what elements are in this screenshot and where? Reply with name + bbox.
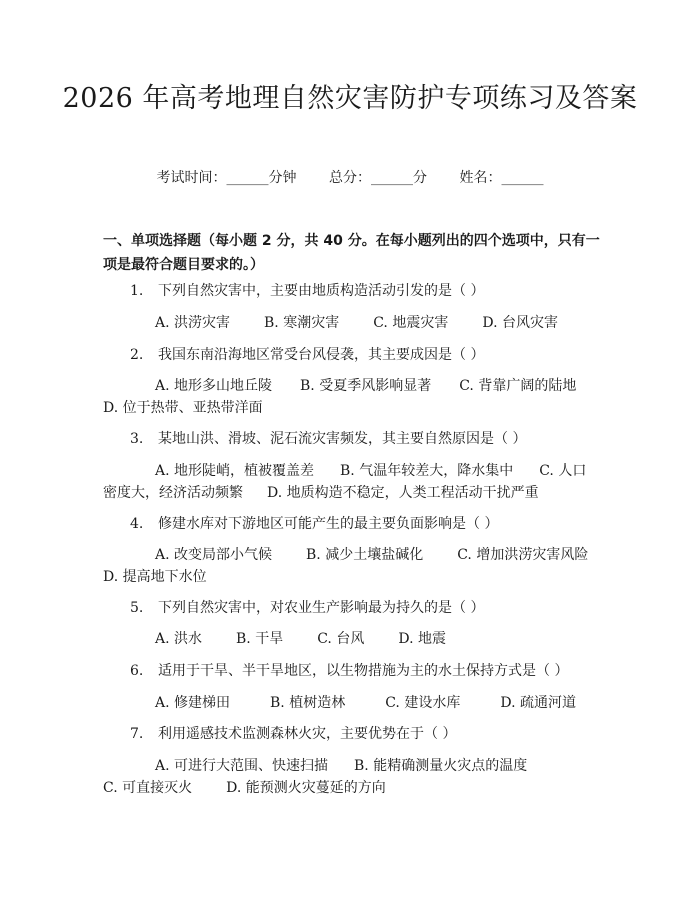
option-a: A. 洪水 xyxy=(155,631,203,647)
option-a: A. 改变局部小气候 xyxy=(155,547,273,563)
question-4 xyxy=(130,513,610,535)
option-b: B. 寒潮灾害 xyxy=(264,315,340,331)
option-b: B. 干旱 xyxy=(236,631,284,647)
option-b: B. 减少土壤盐碱化 xyxy=(306,547,424,563)
option-c: C. 地震灾害 xyxy=(373,315,449,331)
option-d: D. 能预测火灾蔓延的方向 xyxy=(226,780,386,796)
question-stem: 下列自然灾害中，对农业生产影响最为持久的是（ ） xyxy=(158,600,485,616)
option-d: D. 台风灾害 xyxy=(482,315,558,331)
question-number: 5. xyxy=(130,600,144,616)
option-c: C. 背靠广阔的陆地 xyxy=(459,378,577,394)
option-c: C. 可直接灭火 xyxy=(103,780,193,796)
option-d: D. 地质构造不稳定，人类工程活动干扰严重 xyxy=(267,485,539,501)
question-number: 6. xyxy=(130,663,144,679)
option-c: C. 建设水库 xyxy=(385,695,461,711)
question-stem: 某地山洪、滑坡、泥石流灾害频发，其主要自然原因是（ ） xyxy=(158,431,527,447)
name-field: 姓名：______ xyxy=(459,170,544,186)
options-4 xyxy=(103,544,593,588)
total-score-field: 总分：______分 xyxy=(329,170,427,186)
options-2 xyxy=(103,375,593,419)
exam-time-field: 考试时间：______分钟 xyxy=(156,170,297,186)
question-1 xyxy=(130,280,610,302)
option-a: A. 可进行大范围、快速扫描 xyxy=(155,758,329,774)
question-number: 1. xyxy=(130,283,144,299)
option-d: D. 地震 xyxy=(398,631,446,647)
options-3 xyxy=(103,460,593,504)
question-stem: 利用遥感技术监测森林火灾，主要优势在于（ ） xyxy=(158,726,457,742)
question-number: 2. xyxy=(130,347,144,363)
question-number: 4. xyxy=(130,516,144,532)
question-number: 7. xyxy=(130,726,144,742)
question-stem: 我国东南沿海地区常受台风侵袭，其主要成因是（ ） xyxy=(158,347,485,363)
exam-meta xyxy=(0,168,700,188)
question-2 xyxy=(130,344,610,366)
option-c: C. 增加洪涝灾害风险 xyxy=(457,547,589,563)
option-a: A. 地形多山地丘陵 xyxy=(155,378,273,394)
options-7 xyxy=(103,755,593,799)
question-number: 3. xyxy=(130,431,144,447)
question-stem: 下列自然灾害中，主要由地质构造活动引发的是（ ） xyxy=(158,283,485,299)
question-6 xyxy=(130,660,610,682)
question-stem: 修建水库对下游地区可能产生的最主要负面影响是（ ） xyxy=(158,516,499,532)
page-title: 2026 年高考地理自然灾害防护专项练习及答案 xyxy=(62,83,638,114)
question-stem: 适用于干旱、半干旱地区，以生物措施为主的水土保持方式是（ ） xyxy=(158,663,569,679)
question-5 xyxy=(130,597,610,619)
options-1 xyxy=(103,312,593,334)
option-b: B. 气温年较差大，降水集中 xyxy=(340,463,514,479)
option-b: B. 受夏季风影响显著 xyxy=(300,378,432,394)
options-5 xyxy=(103,628,593,650)
option-d: D. 位于热带、亚热带洋面 xyxy=(103,400,263,416)
option-a: A. 地形陡峭，植被覆盖差 xyxy=(155,463,315,479)
question-3 xyxy=(130,428,610,450)
option-d: D. 疏通河道 xyxy=(500,695,576,711)
option-a: A. 洪涝灾害 xyxy=(155,315,231,331)
option-c: C. 台风 xyxy=(317,631,365,647)
options-6 xyxy=(103,692,593,714)
option-c: C. 人口密度大，经济活动频繁 xyxy=(103,463,587,501)
section-heading: 一、单项选择题（每小题 2 分，共 40 分。在每小题列出的四个选项中，只有一项是最符合题目要求的。） xyxy=(103,233,600,273)
option-b: B. 植树造林 xyxy=(270,695,346,711)
question-7 xyxy=(130,723,610,745)
option-b: B. 能精确测量火灾点的温度 xyxy=(354,758,528,774)
option-a: A. 修建梯田 xyxy=(155,695,231,711)
option-d: D. 提高地下水位 xyxy=(103,569,207,585)
